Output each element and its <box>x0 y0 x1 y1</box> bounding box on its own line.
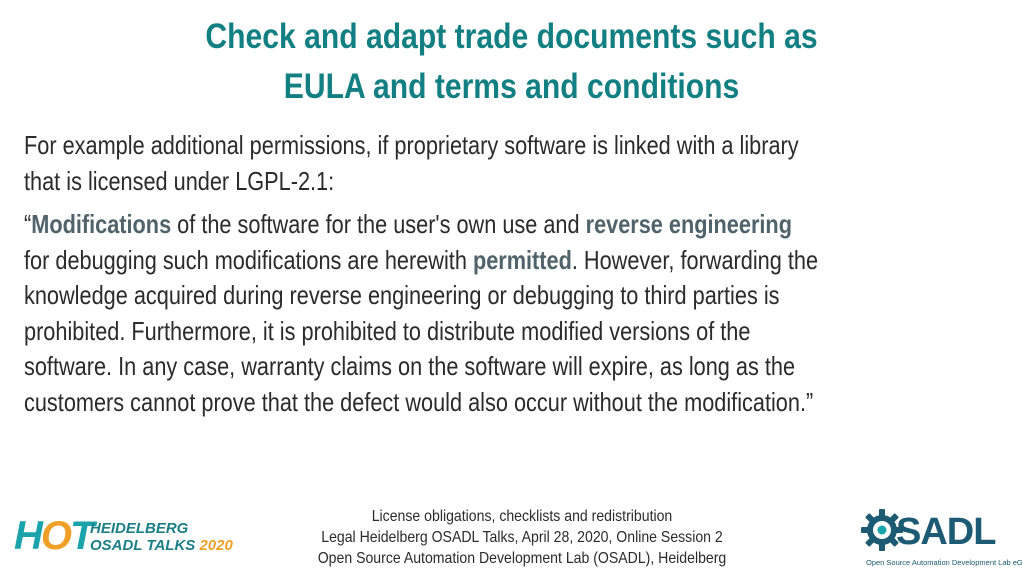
quote-text-3: . However, forwarding the <box>571 244 819 275</box>
quote-line-6: customers cannot prove that the defect would also occur without the modification.” <box>24 386 814 417</box>
quote-line-4: prohibited. Furthermore, it is prohibited to distribute modified versions of the <box>24 315 751 346</box>
footer-line-2: Legal Heidelberg OSADL Talks, April 28, 2020, Online Session 2 <box>321 529 723 546</box>
intro-line-2: that is licensed under LGPL-2.1: <box>24 165 335 196</box>
title-line-2: EULA and terms and conditions <box>283 67 740 106</box>
quote-line-1 <box>24 207 963 243</box>
quote-text-2: for debugging such modifications are herewith <box>24 244 473 275</box>
quote-line-3: knowledge acquired during reverse engineering or debugging to third parties is <box>24 280 780 310</box>
hot-heidelberg-logo <box>14 514 233 560</box>
footer-line-3: Open Source Automation Development Lab (OSADL), Heidelberg <box>317 550 727 567</box>
footer-citation <box>293 506 751 569</box>
osadl-wordmark: SADL <box>896 511 996 553</box>
license-quote <box>24 207 963 420</box>
quote-line-5: software. In any case, warranty claims on the software will expire, as long as the <box>24 351 796 381</box>
emphasis-modifications: Modifications <box>31 209 172 239</box>
title-line-1: Check and adapt trade documents such as <box>205 17 818 56</box>
hot-logo-line-1: HEIDELBERG <box>90 520 189 537</box>
osadl-subtitle: Open Source Automation Development Lab eG <box>866 558 1023 567</box>
emphasis-permitted: permitted <box>472 244 572 275</box>
quote-line-2 <box>24 243 963 279</box>
hot-mark: HOT <box>14 514 93 558</box>
slide-title <box>106 12 917 112</box>
emphasis-reverse-engineering: reverse engineering <box>585 209 792 239</box>
quote-text-1: of the software for the user's own use and <box>171 209 586 239</box>
footer-line-1: License obligations, checklists and redistribution <box>371 508 673 525</box>
slide-body <box>24 128 963 420</box>
hot-logo-line-2: OSADL TALKS 2020 <box>90 537 233 554</box>
osadl-logo <box>860 508 1023 568</box>
intro-line-1: For example additional permissions, if proprietary software is linked with a library <box>24 130 799 160</box>
quote-open-mark: “ <box>24 209 32 239</box>
